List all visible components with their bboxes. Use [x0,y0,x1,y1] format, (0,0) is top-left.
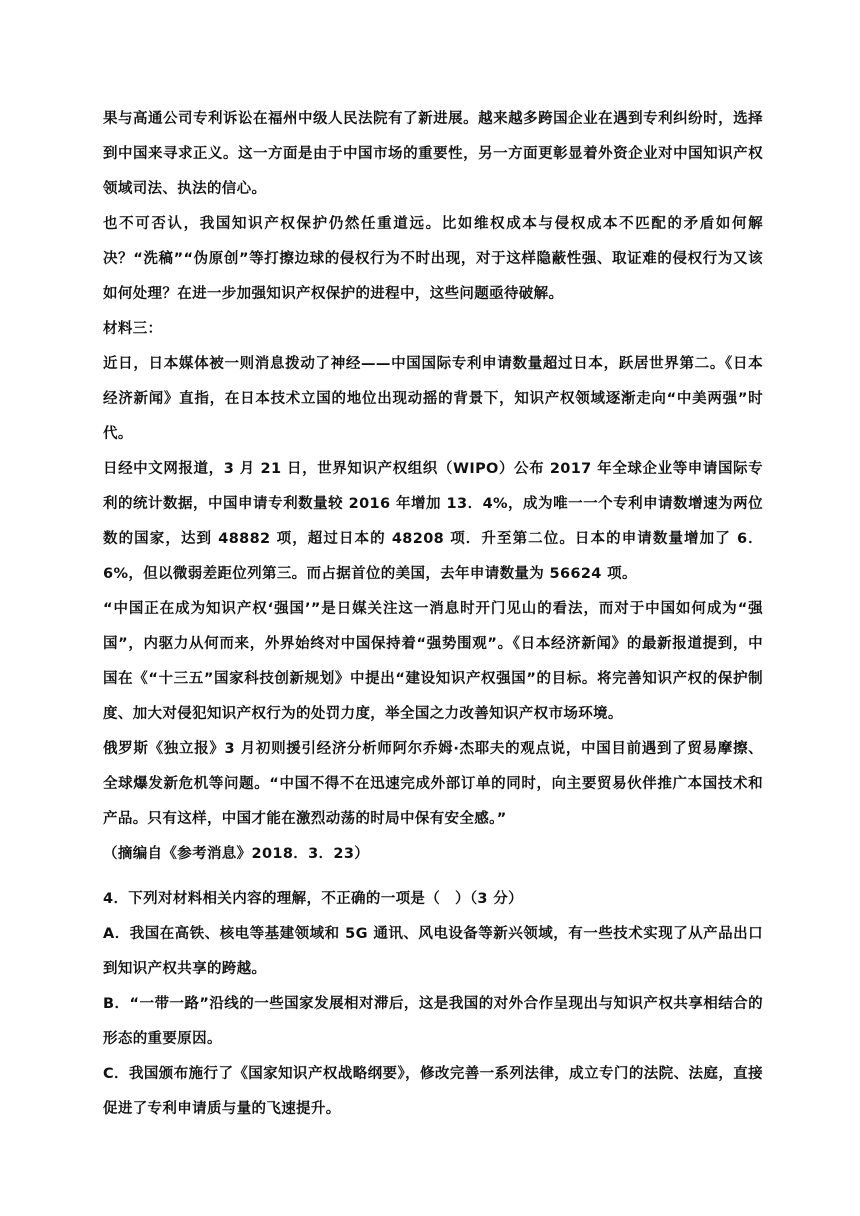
paragraph-japan-media: 近日，日本媒体被一则消息拨动了神经——中国国际专利申请数量超过日本，跃居世界第二。《日本经济新闻》直指，在日本技术立国的地位出现动摇的背景下，知识产权领域逐渐走向“中美两强”时代。 [103,356,763,442]
question-stem: 4．下列对材料相关内容的理解，不正确的一项是（ ）（3 分） [103,891,523,907]
paragraph-patent-litigation: 果与高通公司专利诉讼在福州中级人民法院有了新进展。越来越多跨国企业在遇到专利纠纷时，选择到中国来寻求正义。这一方面是由于中国市场的重要性，另一方面更彰显着外资企业对中国知识产权领域司法、执法的信心。 [103,111,763,197]
source-citation: （摘编自《参考消息》2018．3．23） [103,846,370,862]
question-block [103,882,763,1127]
paragraph-protection-challenges: 也不可否认，我国知识产权保护仍然任重道远。比如维权成本与侵权成本不匹配的矛盾如何解决？“洗稿”“伪原创”等打擦边球的侵权行为不时出现，对于这样隐蔽性强、取证难的侵权行为又该如何处理？在进一步加强知识产权保护的进程中，这些问题亟待破解。 [103,216,763,302]
material-three-heading: 材料三： [103,321,163,337]
paragraph-ip-power: “中国正在成为知识产权‘强国’”是日媒关注这一消息时开门见山的看法，而对于中国如何成为“强国”，内驱力从何而来，外界始终对中国保持着“强势围观”。《日本经济新闻》的最新报道提到，中国在《“十三五”国家科技创新规划》中提出“建设知识产权强国”的目标。将完善知识产权的保护制度、加大对侵犯知识产权行为的处罚力度，举全国之力改善知识产权市场环境。 [103,601,763,722]
option-b: B．“一带一路”沿线的一些国家发展相对滞后，这是我国的对外合作呈现出与知识产权共享相结合的形态的重要原因。 [103,996,763,1047]
passage-text [103,102,763,872]
paragraph-wipo-statistics: 日经中文网报道，3 月 21 日，世界知识产权组织（WIPO）公布 2017 年全球企业等申请国际专利的统计数据，中国申请专利数量较 2016 年增加 13．4%，成为唯一一个专利申请数增速为两位数的国家，达到 48882 项，超过日本的 48208 项．升至第二位。日本的申请数量增加了 6．6%，但以微弱差距位列第三。而占据首位的美国，去年申请数量为 56624 项。 [103,461,763,582]
option-a: A．我国在高铁、核电等基建领域和 5G 通讯、风电设备等新兴领域，有一些技术实现了从产品出口到知识产权共享的跨越。 [103,926,763,977]
paragraph-russia-report: 俄罗斯《独立报》3 月初则援引经济分析师阿尔乔姆·杰耶夫的观点说，中国目前遇到了贸易摩擦、全球爆发新危机等问题。“中国不得不在迅速完成外部订单的同时，向主要贸易伙伴推广本国技术和产品。只有这样，中国才能在激烈动荡的时局中保有安全感。” [103,741,763,827]
option-c: C．我国颁布施行了《国家知识产权战略纲要》，修改完善一系列法律，成立专门的法院、法庭，直接促进了专利申请质与量的飞速提升。 [103,1066,763,1117]
